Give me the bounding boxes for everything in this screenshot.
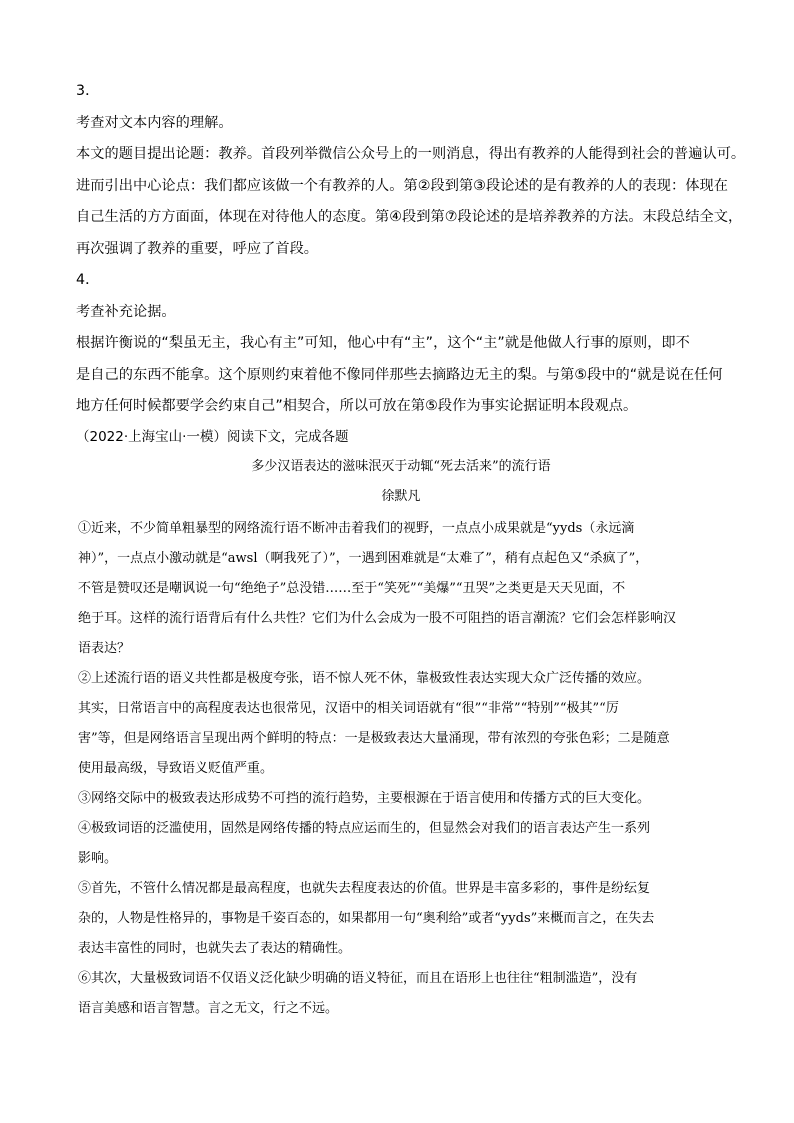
answer-4-number: 4． bbox=[76, 272, 100, 288]
paragraph-line: 影响。 bbox=[78, 851, 118, 866]
paragraph-line: 神）”，一点点小激动就是“awsl（啊我死了）”，一遇到困难就是“太难了”，稍有点起色又“杀疯了”， bbox=[78, 551, 649, 566]
paragraph-line: 语言美感和语言智慧。言之无文，行之不远。 bbox=[78, 1001, 339, 1016]
paragraph-line: 绝于耳。这样的流行语背后有什么共性？它们为什么会成为一股不可阻挡的语言潮流？它们会怎样影响汉 bbox=[78, 611, 677, 626]
answer-3-line: 再次强调了教养的重要，呼应了首段。 bbox=[76, 240, 319, 257]
paragraph-line: 杂的，人物是性格异的，事物是千姿百态的，如果都用一句“奥利给”或者“yyds”来概而言之，在失去 bbox=[78, 911, 655, 926]
source-note: （2022·上海宝山·一模）阅读下文，完成各题 bbox=[76, 429, 349, 445]
paragraph-line: 不管是赞叹还是嘲讽说一句“绝绝子”总没错……至于“笑死”“美爆”“丑哭”之类更是天天见面，不 bbox=[78, 581, 626, 596]
paragraph-line: ④极致词语的泛滥使用，固然是网络传播的特点应运而生的，但显然会对我们的语言表达产生一系列 bbox=[78, 821, 651, 836]
answer-4-line: 地方任何时候都要学会约束自己”相契合，所以可放在第⑤段作为事实论据证明本段观点。 bbox=[76, 398, 638, 414]
paragraph-line: 害”等，但是网络语言呈现出两个鲜明的特点：一是极致表达大量涌现，带有浓烈的夸张色彩；二是随意 bbox=[78, 731, 670, 746]
paragraph-line: ③网络交际中的极致表达形成势不可挡的流行趋势，主要根源在于语言使用和传播方式的巨大变化。 bbox=[78, 791, 651, 806]
answer-3-block bbox=[76, 76, 746, 265]
article-paragraph-1 bbox=[78, 514, 724, 664]
answer-4-block bbox=[76, 265, 724, 423]
paragraph-line: ⑥其次，大量极致词语不仅语义泛化缺少明确的语义特征，而且在语形上也往往“粗制滥造”，没有 bbox=[78, 971, 638, 986]
answer-3-number: 3． bbox=[76, 83, 100, 99]
article bbox=[78, 452, 724, 1024]
article-author: 徐默凡 bbox=[381, 489, 421, 504]
article-paragraph-5 bbox=[78, 874, 724, 964]
answer-3-topic: 考查对文本内容的理解。 bbox=[76, 114, 233, 131]
paragraph-line: 使用最高级，导致语义贬值严重。 bbox=[78, 761, 274, 776]
article-title: 多少汉语表达的滋味泯灭于动辄“死去活来”的流行语 bbox=[251, 459, 551, 474]
paragraph-line: ①近来，不少简单粗暴型的网络流行语不断冲击着我们的视野，一点点小成果就是“yyds（永远滴 bbox=[78, 521, 635, 536]
paragraph-line: 语表达？ bbox=[78, 641, 131, 656]
paragraph-line: 表达丰富性的同时，也就失去了表达的精确性。 bbox=[78, 941, 352, 956]
article-paragraph-3 bbox=[78, 784, 724, 814]
answer-3-line: 本文的题目提出论题：教养。首段列举微信公众号上的一则消息，得出有教养的人能得到社会的普遍认可。 bbox=[76, 146, 746, 162]
article-paragraph-6 bbox=[78, 964, 724, 1024]
article-paragraph-2 bbox=[78, 664, 724, 784]
answer-4-line: 是自己的东西不能拿。这个原则约束着他不像同伴那些去摘路边无主的梨。与第⑤段中的“就是说在任何 bbox=[76, 366, 723, 383]
answer-3-line: 进而引出中心论点：我们都应该做一个有教养的人。第②段到第③段论述的是有教养的人的表现：体现在 bbox=[76, 177, 728, 194]
answer-4-topic: 考查补充论据。 bbox=[76, 303, 176, 320]
answer-3-line: 自己生活的方方面面，体现在对待他人的态度。第④段到第⑦段论述的是培养教养的方法。末段总结全文， bbox=[76, 209, 743, 225]
article-paragraph-4 bbox=[78, 814, 724, 874]
paragraph-line: ②上述流行语的语义共性都是极度夸张，语不惊人死不休，靠极致性表达实现大众广泛传播的效应。 bbox=[78, 671, 651, 686]
paragraph-line: 其实，日常语言中的高程度表达也很常见，汉语中的相关词语就有“很”“非常”“特别”“极其”“厉 bbox=[78, 701, 619, 716]
answer-4-line: 根据许衡说的“梨虽无主，我心有主”可知，他心中有“主”，这个“主”就是他做人行事的原则，即不 bbox=[76, 335, 690, 351]
paragraph-line: ⑤首先，不管什么情况都是最高程度，也就失去程度表达的价值。世界是丰富多彩的，事件是纷纭复 bbox=[78, 881, 651, 896]
